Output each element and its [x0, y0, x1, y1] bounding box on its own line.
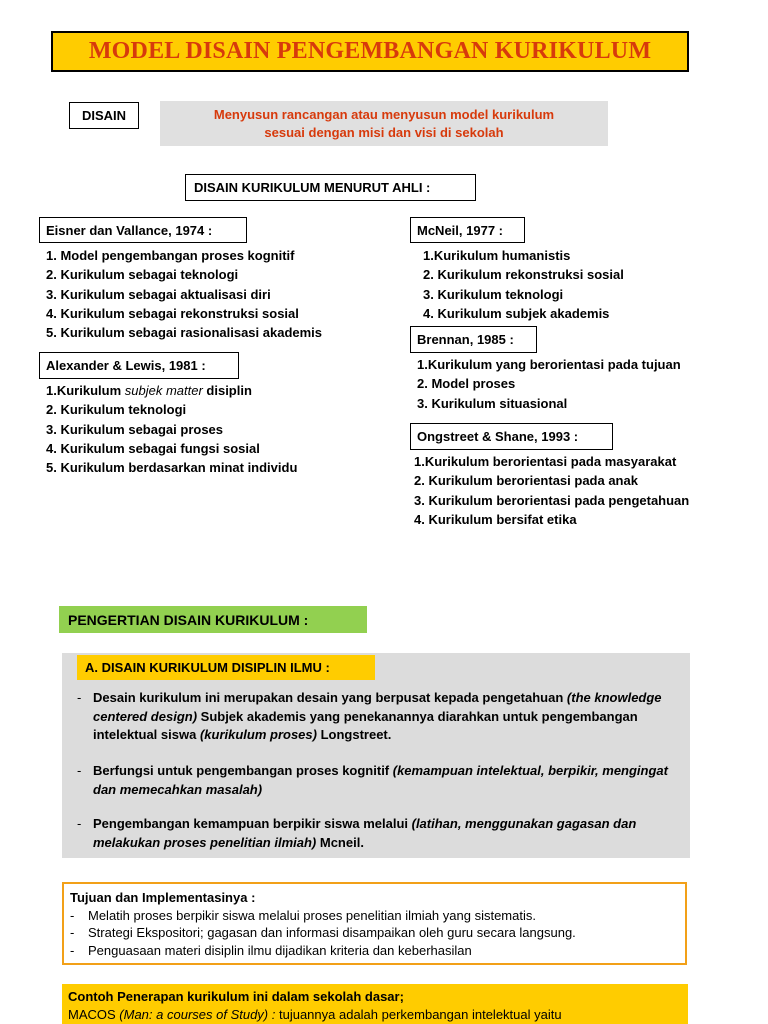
- experts-heading: DISAIN KURIKULUM MENURUT AHLI :: [185, 174, 476, 201]
- list-item: 2. Model proses: [417, 376, 516, 392]
- item-text: Strategi Ekspositori; gagasan dan informasi disampaikan oleh guru secara langsung.: [88, 925, 576, 940]
- tujuan-heading: Tujuan dan Implementasinya :: [70, 890, 256, 905]
- list-item: [46, 381, 297, 400]
- list-item: [70, 942, 679, 960]
- section-a-heading: A. DISAIN KURIKULUM DISIPLIN ILMU :: [77, 655, 375, 680]
- list-item: 3. Kurikulum berorientasi pada pengetahuan: [414, 492, 690, 508]
- list-item: [70, 907, 679, 925]
- section-a-bullet-2: [77, 762, 682, 799]
- section-a-bullet-3: [77, 815, 682, 852]
- item-text: disiplin: [202, 383, 252, 398]
- ongstreet-list: [414, 452, 689, 529]
- brennan-list: [417, 355, 681, 413]
- list-item: 1. Model pengembangan proses kognitif: [46, 248, 295, 263]
- list-item: 3. Kurikulum teknologi: [423, 286, 564, 302]
- disain-label: DISAIN: [69, 102, 139, 129]
- alexander-heading: Alexander & Lewis, 1981 :: [39, 352, 239, 379]
- tujuan-box: [62, 882, 687, 965]
- eisner-list: [46, 246, 322, 342]
- list-item: 1.Kurikulum humanistis: [423, 248, 571, 263]
- list-item: 1.Kurikulum yang berorientasi pada tujuan: [417, 357, 681, 372]
- list-item: 2. Kurikulum sebagai teknologi: [46, 267, 239, 283]
- brennan-heading: Brennan, 1985 :: [410, 326, 537, 353]
- bullet-dash: -: [77, 690, 82, 705]
- definition-box: [160, 101, 608, 146]
- bullet-dash: -: [70, 942, 75, 958]
- list-item: 2. Kurikulum berorientasi pada anak: [414, 473, 638, 489]
- definition-line-2: sesuai dengan misi dan visi di sekolah: [264, 124, 504, 140]
- list-item: 5. Kurikulum sebagai rasionalisasi akademis: [46, 325, 323, 341]
- list-item: 3. Kurikulum sebagai proses: [46, 421, 224, 437]
- bullet-dash: -: [77, 816, 82, 831]
- eisner-heading: Eisner dan Vallance, 1974 :: [39, 217, 247, 243]
- item-text: Melatih proses berpikir siswa melalui proses penelitian ilmiah yang sistematis.: [88, 907, 536, 923]
- contoh-heading: Contoh Penerapan kurikulum ini dalam sekolah dasar;: [68, 989, 404, 1004]
- bullet-dash: -: [70, 925, 75, 940]
- definition-line-1: Menyusun rancangan atau menyusun model kurikulum: [213, 106, 555, 122]
- bullet-text: Desain kurikulum ini merupakan desain yang berpusat kepada pengetahuan (the knowledge centered design) Subjek akademis yang penekanannya diarahkan untuk pengembangan intelektual siswa (kurikulum proses) Longstreet.: [93, 690, 662, 742]
- list-item: 2. Kurikulum rekonstruksi sosial: [423, 267, 624, 283]
- bullet-text: Pengembangan kemampuan berpikir siswa melalui (latihan, menggunakan gagasan dan melakukan proses penelitian ilmiah) Mcneil.: [93, 816, 637, 850]
- list-item: 4. Kurikulum subjek akademis: [423, 305, 610, 321]
- list-item: 2. Kurikulum teknologi: [46, 402, 187, 418]
- item-text: 1.Kurikulum: [46, 383, 125, 398]
- list-item: 4. Kurikulum sebagai rekonstruksi sosial: [46, 305, 299, 321]
- contoh-text: MACOS (Man: a courses of Study) : tujuannya adalah perkembangan intelektual yaitu: [68, 1007, 562, 1022]
- bullet-dash: -: [77, 763, 82, 778]
- item-text: Penguasaan materi disiplin ilmu dijadikan kriteria dan keberhasilan: [88, 942, 472, 958]
- list-item: 3. Kurikulum situasional: [417, 395, 568, 411]
- bullet-text: Berfungsi untuk pengembangan proses kognitif (kemampuan intelektual, berpikir, mengingat dan memecahkan masalah): [93, 763, 668, 797]
- section-a-bullet-1: [77, 689, 682, 745]
- list-item: 4. Kurikulum sebagai fungsi sosial: [46, 440, 260, 456]
- contoh-box: [62, 984, 688, 1024]
- list-item: 3. Kurikulum sebagai aktualisasi diri: [46, 286, 271, 302]
- mcneil-list: [423, 246, 624, 323]
- list-item: 5. Kurikulum berdasarkan minat individu: [46, 460, 298, 476]
- item-italic: subjek matter: [124, 383, 203, 398]
- alexander-list: [46, 381, 297, 477]
- ongstreet-heading: Ongstreet & Shane, 1993 :: [410, 423, 613, 450]
- bullet-dash: -: [70, 907, 75, 923]
- list-item: 4. Kurikulum bersifat etika: [414, 511, 577, 527]
- pengertian-heading: PENGERTIAN DISAIN KURIKULUM :: [59, 606, 367, 633]
- list-item: [70, 924, 679, 942]
- list-item: 1.Kurikulum berorientasi pada masyarakat: [414, 454, 677, 469]
- mcneil-heading: McNeil, 1977 :: [410, 217, 525, 243]
- page-title: MODEL DISAIN PENGEMBANGAN KURIKULUM: [51, 31, 689, 72]
